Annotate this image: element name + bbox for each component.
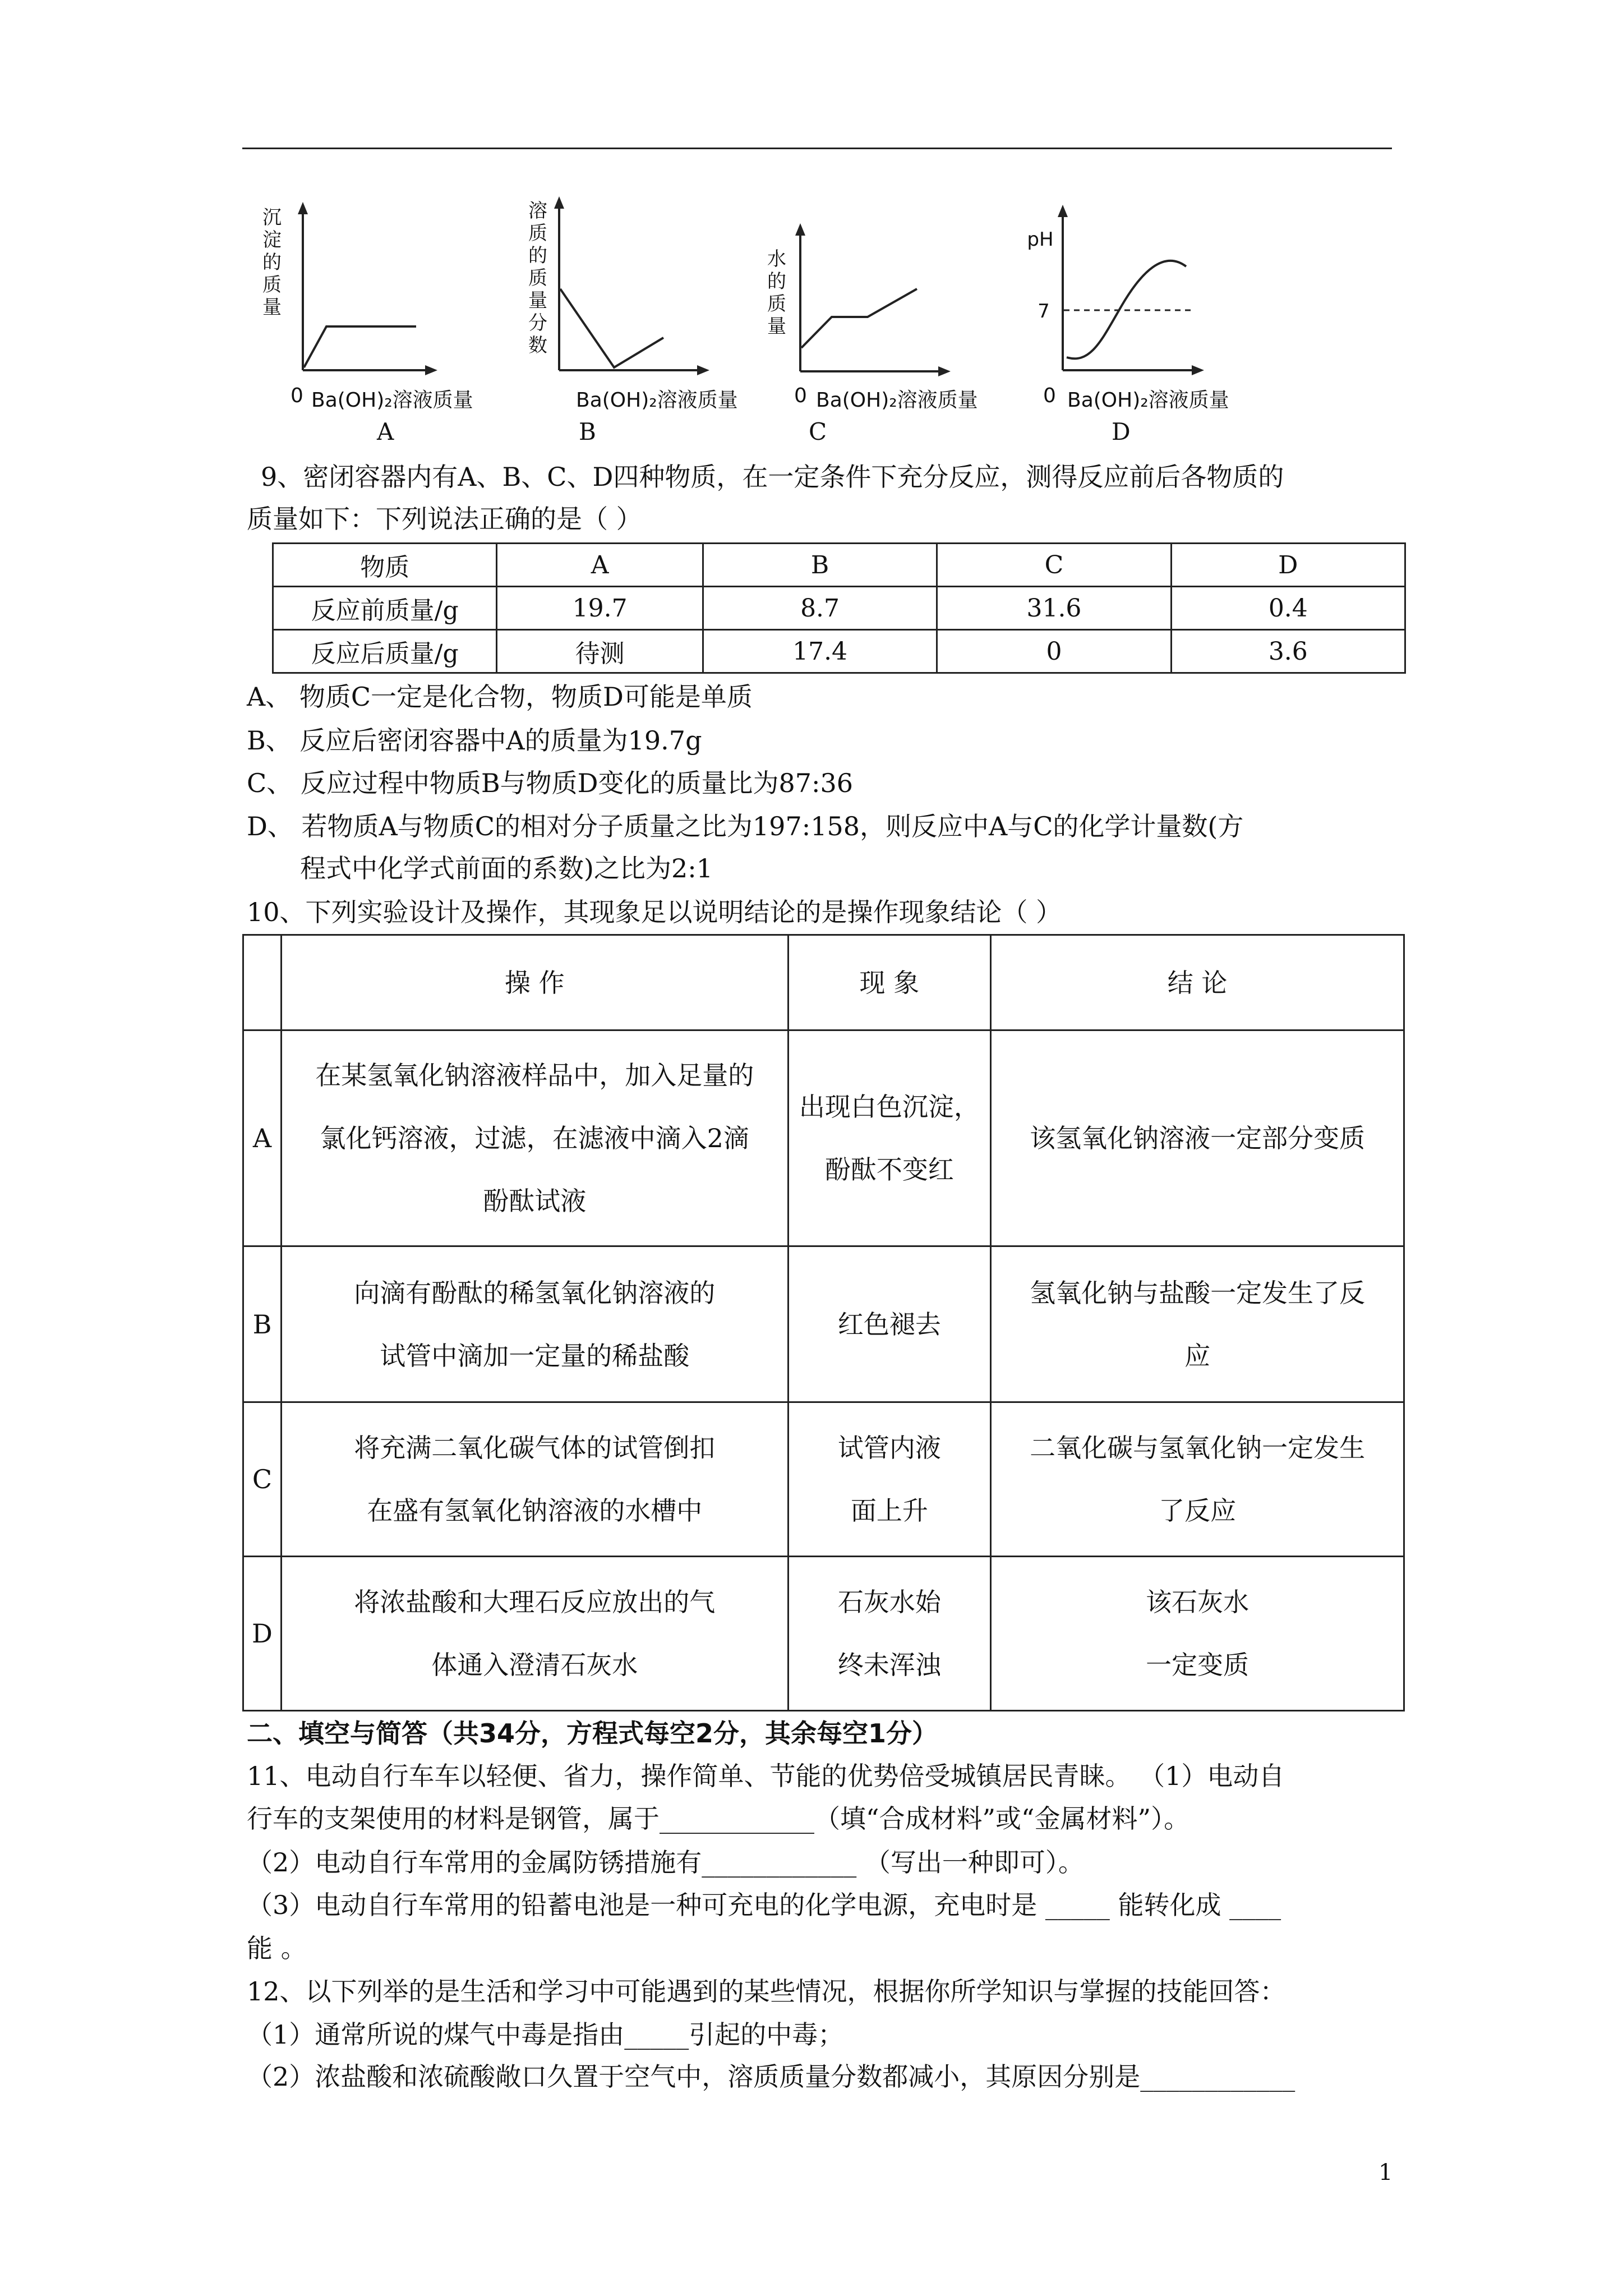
q9-option-a: A、 物质C一定是化合物，物质D可能是单质 xyxy=(247,682,753,712)
graph-c-ylabel: 水 的 质 量 xyxy=(767,248,786,338)
graph-d-origin: 0 xyxy=(1043,384,1056,407)
table-cell: 物质 xyxy=(273,544,497,587)
graph-b xyxy=(524,191,738,412)
header-rule xyxy=(242,148,1392,149)
graph-d-letter: D xyxy=(1112,418,1131,445)
table-cell: 该石灰水 一定变质 xyxy=(991,1557,1404,1711)
q9-option-b: B、 反应后密闭容器中A的质量为19.7g xyxy=(247,725,702,756)
table-cell: 试管内液 面上升 xyxy=(788,1402,991,1557)
table-cell: 石灰水始 终未浑浊 xyxy=(788,1557,991,1711)
graph-c-origin: 0 xyxy=(794,384,807,407)
graph-c-plot xyxy=(766,219,956,376)
page-number: 1 xyxy=(1378,2160,1393,2185)
table-cell: C xyxy=(937,544,1171,587)
row-label: D xyxy=(243,1557,282,1711)
row-label: A xyxy=(243,1030,282,1246)
graph-c-xlabel: Ba(OH)₂溶液质量 xyxy=(816,389,978,412)
section-2-heading: 二、填空与简答（共34分，方程式每空2分，其余每空1分） xyxy=(247,1718,938,1749)
q9-option-d: D、 若物质A与物质C的相对分子质量之比为197:158，则反应中A与C的化学计量数(方 xyxy=(247,811,1244,841)
graph-a-ylabel: 沉 淀 的 质 量 xyxy=(262,206,282,319)
graph-c-letter: C xyxy=(809,418,827,445)
table-row xyxy=(273,630,1405,673)
table-cell: 二氧化碳与氢氧化钠一定发生 了反应 xyxy=(991,1402,1404,1557)
table-cell: 氢氧化钠与盐酸一定发生了反 应 xyxy=(991,1246,1404,1402)
row-label: C xyxy=(243,1402,282,1557)
table-cell: 反应后质量/g xyxy=(273,630,497,673)
q11-line1: 11、电动自行车车以轻便、省力，操作简单、节能的优势倍受城镇居民青睐。 （1）电动自 xyxy=(247,1761,1285,1791)
graph-b-letter: B xyxy=(579,418,596,445)
table-cell: 待测 xyxy=(497,630,703,673)
table-cell: 红色褪去 xyxy=(788,1246,991,1402)
q9-mass-table xyxy=(272,542,1406,674)
table-header-row xyxy=(243,935,1404,1030)
graph-b-ylabel: 溶 质 的 质 量 分 数 xyxy=(528,200,547,357)
table-cell: 将浓盐酸和大理石反应放出的气 体通入澄清石灰水 xyxy=(281,1557,788,1711)
q12-line2: （1）通常所说的煤气中毒是指由_____引起的中毒； xyxy=(247,2019,844,2050)
graph-a-plot xyxy=(258,196,437,376)
table-cell: 反应前质量/g xyxy=(273,587,497,630)
table-cell xyxy=(243,935,282,1030)
q9-stem-line1: 9、密闭容器内有A、B、C、D四种物质，在一定条件下充分反应，测得反应前后各物质的 xyxy=(261,462,1284,492)
q10-stem: 10、下列实验设计及操作，其现象足以说明结论的是操作现象结论（ ） xyxy=(247,897,1062,927)
q11-line4: （3）电动自行车常用的铅蓄电池是一种可充电的化学电源，充电时是 _____ 能转化成 ____ xyxy=(247,1890,1281,1920)
table-row xyxy=(243,1030,1404,1246)
table-row xyxy=(273,587,1405,630)
table-cell: 31.6 xyxy=(937,587,1171,630)
q11-line2: 行车的支架使用的材料是钢管，属于____________（填“合成材料”或“金属材料”）。 xyxy=(247,1803,1190,1834)
table-cell: 8.7 xyxy=(703,587,937,630)
table-cell: 0 xyxy=(937,630,1171,673)
graph-a xyxy=(258,196,473,412)
table-row xyxy=(243,1402,1404,1557)
q9-option-d-cont: 程式中化学式前面的系数)之比为2:1 xyxy=(300,853,713,884)
table-cell: 17.4 xyxy=(703,630,937,673)
table-cell: 出现白色沉淀， 酚酞不变红 xyxy=(788,1030,991,1246)
graph-a-xlabel: Ba(OH)₂溶液质量 xyxy=(311,389,473,412)
table-cell: 3.6 xyxy=(1171,630,1405,673)
table-cell: 该氢氧化钠溶液一定部分变质 xyxy=(991,1030,1404,1246)
q9-option-c: C、 反应过程中物质B与物质D变化的质量比为87:36 xyxy=(247,768,854,798)
graph-d-ph7-label: 7 xyxy=(1038,300,1050,323)
table-row xyxy=(243,1246,1404,1402)
table-cell: 0.4 xyxy=(1171,587,1405,630)
table-cell: 操 作 xyxy=(281,935,788,1030)
graph-d-ylabel: pH xyxy=(1027,228,1054,251)
graph-c xyxy=(766,219,978,412)
q11-line3: （2）电动自行车常用的金属防锈措施有____________ （写出一种即可）。 xyxy=(247,1847,1084,1878)
table-cell: A xyxy=(497,544,703,587)
graph-b-plot xyxy=(524,191,715,376)
graph-b-xlabel: Ba(OH)₂溶液质量 xyxy=(576,389,738,412)
table-cell: 现 象 xyxy=(788,935,991,1030)
q12-line1: 12、以下列举的是生活和学习中可能遇到的某些情况，根据你所学知识与掌握的技能回答： xyxy=(247,1976,1286,2007)
row-label: B xyxy=(243,1246,282,1402)
table-cell: 19.7 xyxy=(497,587,703,630)
graph-a-origin: 0 xyxy=(291,384,303,407)
graph-d xyxy=(1023,199,1248,412)
table-cell: 在某氢氧化钠溶液样品中，加入足量的 氯化钙溶液，过滤，在滤液中滴入2滴 酚酞试液 xyxy=(281,1030,788,1246)
graph-d-xlabel: Ba(OH)₂溶液质量 xyxy=(1067,389,1229,412)
q12-line3: （2）浓盐酸和浓硫酸敞口久置于空气中，溶质质量分数都减小，其原因分别是____________ xyxy=(247,2062,1295,2092)
graph-d-plot xyxy=(1023,199,1214,379)
table-header-row xyxy=(273,544,1405,587)
table-cell: 将充满二氧化碳气体的试管倒扣 在盛有氢氧化钠溶液的水槽中 xyxy=(281,1402,788,1557)
q11-line5: 能 。 xyxy=(247,1933,307,1963)
q9-stem-line2: 质量如下：下列说法正确的是（ ） xyxy=(247,504,642,534)
table-row xyxy=(243,1557,1404,1711)
table-cell: B xyxy=(703,544,937,587)
graph-a-letter: A xyxy=(377,418,394,445)
table-cell: 向滴有酚酞的稀氢氧化钠溶液的 试管中滴加一定量的稀盐酸 xyxy=(281,1246,788,1402)
table-cell: 结 论 xyxy=(991,935,1404,1030)
q10-experiment-table xyxy=(242,934,1405,1711)
table-cell: D xyxy=(1171,544,1405,587)
